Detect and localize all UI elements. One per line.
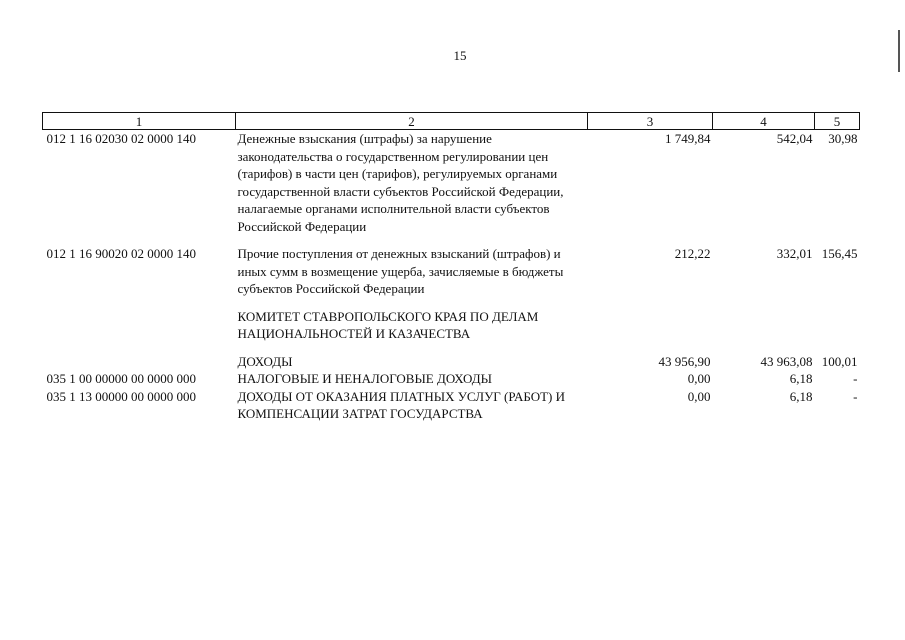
page-number: 15 [453,48,467,63]
table-row [43,370,860,388]
row-col4 [713,308,815,343]
row-name: ДОХОДЫ [237,353,293,369]
row-col4: 6,18 [789,371,813,386]
row-col4: 43 963,08 [760,353,813,369]
row-name: КОМИТЕТ СТАВРОПОЛЬСКОГО КРАЯ ПО ДЕЛАМ НАЦИОНАЛЬНОСТЕЙ И КАЗАЧЕСТВА [237,308,539,341]
header-row [43,113,860,130]
row-spacer [43,235,860,245]
header-col-5: 5 [815,113,860,130]
header-col-4: 4 [713,113,815,130]
row-code [43,353,236,371]
row-code: 012 1 16 90020 02 0000 140 [46,246,196,261]
table-row [43,245,860,298]
row-col3: 212,22 [674,246,711,261]
row-name: Денежные взыскания (штрафы) за нарушение законодательства о государственном регулировании цен (тарифов) в части цен (тарифов), регулируемых органами государственной власти субъектов Российской Федерации, налагаемые органами исполнительной власти субъектов Российской Федерации [237,131,564,234]
row-col4: 332,01 [776,246,813,261]
row-col5: 156,45 [821,246,858,261]
row-code: 035 1 13 00000 00 0000 000 [46,388,196,404]
table-row [43,308,860,343]
row-col3: 0,00 [687,371,711,386]
header-col-2: 2 [236,113,588,130]
header-col-3: 3 [588,113,713,130]
row-col3: 1 749,84 [665,131,711,146]
row-spacer [43,298,860,308]
row-col5: - [853,371,858,386]
row-col3: 43 956,90 [658,353,711,369]
row-col4: 6,18 [789,388,813,404]
row-name: ДОХОДЫ ОТ ОКАЗАНИЯ ПЛАТНЫХ УСЛУГ (РАБОТ) И КОМПЕНСАЦИИ ЗАТРАТ ГОСУДАРСТВА [237,388,566,421]
row-col5: 30,98 [828,131,858,146]
row-col5 [815,308,860,343]
scan-edge-mark [898,30,900,72]
row-col3 [588,308,713,343]
table-row [43,130,860,236]
row-col4: 542,04 [776,131,813,146]
row-code [43,308,236,343]
row-code: 012 1 16 02030 02 0000 140 [46,131,196,146]
header-col-1: 1 [43,113,236,130]
row-code: 035 1 00 00000 00 0000 000 [46,371,196,386]
table-row [43,353,860,371]
row-col5: - [853,388,858,404]
row-col3: 0,00 [687,388,711,404]
table-row [43,388,860,423]
row-col5: 100,01 [821,353,858,369]
row-name: Прочие поступления от денежных взысканий (штрафов) и иных сумм в возмещение ущерба, зачисляемые в бюджеты субъектов Российской Федерации [237,246,564,296]
row-name: НАЛОГОВЫЕ И НЕНАЛОГОВЫЕ ДОХОДЫ [237,371,492,386]
row-spacer [43,343,860,353]
revenue-table [42,112,860,423]
